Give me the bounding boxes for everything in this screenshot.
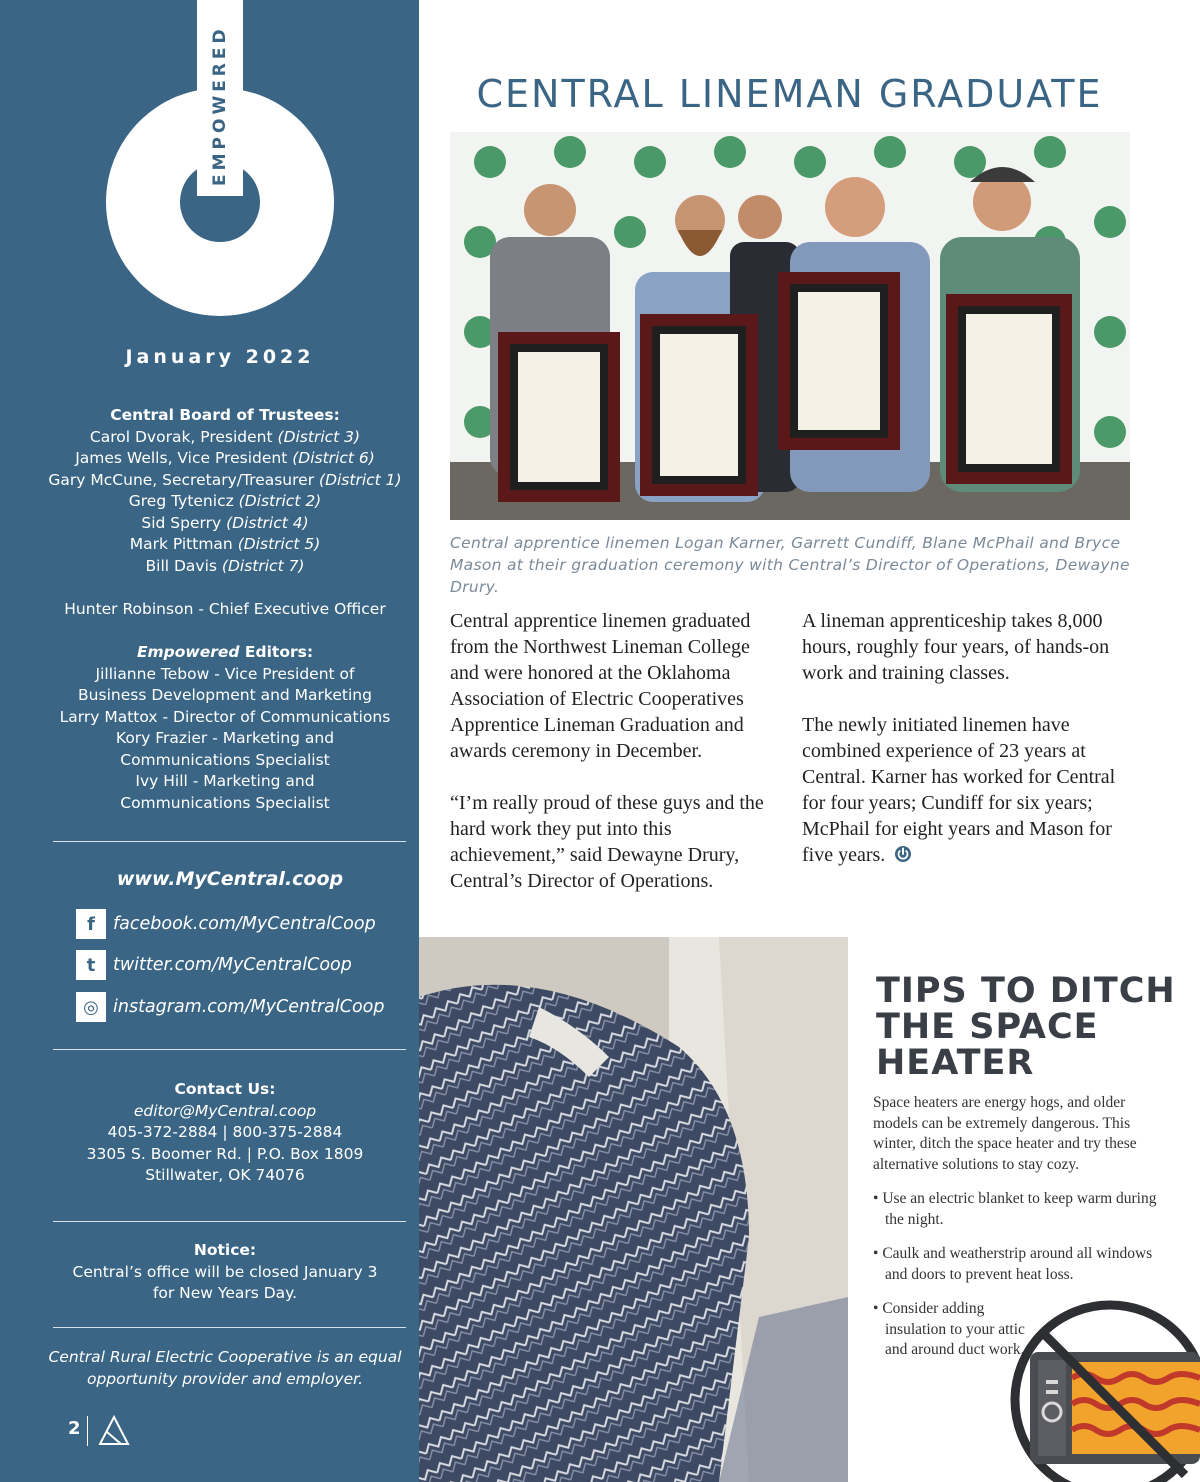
article-paragraph: Central apprentice linemen graduated from the Northwest Lineman College and were honored at the Oklahoma Association of Electric Cooperatives Apprentice Lineman Graduation and awards ceremony in December. [450, 610, 751, 762]
website-link[interactable]: www.MyCentral.coop [116, 868, 344, 890]
trustee-line: Sid Sperry (District 4) [141, 513, 309, 532]
editor-line: Communications Specialist [120, 750, 330, 769]
page-number: 2 [68, 1418, 81, 1439]
notice-line: Central’s office will be closed January 3 [72, 1262, 378, 1281]
contact-heading: Contact Us: [174, 1080, 276, 1098]
tip-item: • Caulk and weatherstrip around all windows and doors to prevent heat loss. [873, 1245, 1153, 1283]
divider [53, 1049, 406, 1050]
editor-line: Kory Frazier - Marketing and [115, 729, 335, 747]
trustee-line: Bill Davis (District 7) [145, 556, 305, 575]
contact-email[interactable]: editor@MyCentral.coop [133, 1101, 317, 1120]
editor-line: Ivy Hill - Marketing and [135, 772, 315, 790]
notice-line: for New Years Day. [152, 1284, 298, 1302]
trustee-line: James Wells, Vice President (District 6) [75, 449, 375, 467]
twitter-link[interactable] [76, 949, 352, 981]
eo-line: opportunity provider and employer. [86, 1369, 363, 1388]
eo-line: Central Rural Electric Cooperative is an equal [48, 1348, 402, 1366]
instagram-link[interactable] [76, 991, 384, 1023]
instagram-label: instagram.com/MyCentralCoop [113, 997, 385, 1017]
tips-intro: Space heaters are energy hogs, and older models can be extremely dangerous. This winter, ditch the space heater and try these alternative solutions to stay cozy. [873, 1094, 1137, 1173]
article-column-1 [450, 608, 770, 920]
contact-city: Stillwater, OK 74076 [145, 1166, 305, 1184]
tips-title: TIPS TO DITCH THE SPACE HEATER [876, 971, 1176, 1083]
equal-opportunity-statement [30, 1347, 420, 1390]
no-space-heater-icon [1000, 1300, 1200, 1482]
article-paragraph: The newly initiated linemen have combined experience of 23 years at Central. Karner has worked for Central for four years; Cundiff for six years; McPhail for eight years and Mason for five years. [802, 714, 1116, 866]
sidebar [0, 0, 419, 1482]
article-column-2 [802, 608, 1142, 894]
editors [30, 642, 420, 814]
page-number-divider [87, 1416, 88, 1446]
twitter-icon: t [76, 950, 106, 980]
trustee-line: Greg Tytenicz (District 2) [128, 492, 322, 510]
editors-heading: Empowered Editors: [136, 643, 314, 661]
photo-caption: Central apprentice linemen Logan Karner, Garrett Cundiff, Blane McPhail and Bryce Mason at their graduation ceremony with Central’s Director of Operations, Dewayne Drury. [450, 534, 1130, 596]
trustee-line: Gary McCune, Secretary/Treasurer (District 1) [48, 470, 402, 489]
graduates-with-certificates-image [450, 132, 1130, 520]
graduation-photo [450, 132, 1130, 520]
contact-us [30, 1079, 420, 1187]
board-heading: Central Board of Trustees: [110, 406, 340, 424]
facebook-icon: f [76, 909, 106, 939]
electric-blanket-photo [419, 937, 848, 1482]
facebook-link[interactable] [76, 908, 376, 940]
article-paragraph: “I’m really proud of these guys and the hard work they put into this achievement,” said Dewayne Drury, Central’s Director of Operations. [450, 792, 764, 892]
article-paragraph: A lineman apprenticeship takes 8,000 hours, roughly four years, of hands-on work and training classes. [802, 610, 1110, 684]
editor-line: Communications Specialist [120, 793, 330, 812]
divider [53, 841, 406, 842]
issue-date: January 2022 [125, 346, 315, 368]
instagram-icon: ◎ [76, 992, 106, 1022]
power-icon [894, 845, 912, 863]
notice [30, 1240, 420, 1305]
divider [53, 1221, 406, 1222]
board-of-trustees [30, 405, 420, 620]
notice-heading: Notice: [193, 1241, 257, 1259]
article-title: CENTRAL LINEMAN GRADUATE [476, 72, 1103, 116]
logo-wordmark: EMPOWERED [210, 25, 230, 186]
tip-item: • Consider adding insulation to your attic and around duct work. [873, 1300, 1025, 1358]
blanket-image [419, 937, 848, 1482]
facebook-label: facebook.com/MyCentralCoop [113, 914, 376, 934]
divider [53, 1327, 406, 1328]
cooperative-triangle-icon [97, 1414, 131, 1448]
editor-line: Larry Mattox - Director of Communications [59, 707, 391, 726]
twitter-label: twitter.com/MyCentralCoop [113, 955, 352, 975]
editor-line: Jillianne Tebow - Vice President of [95, 664, 355, 683]
trustee-line: Carol Dvorak, President (District 3) [89, 427, 361, 446]
editor-line: Business Development and Marketing [78, 686, 372, 704]
tip-item: • Use an electric blanket to keep warm during the night. [873, 1190, 1157, 1228]
trustee-line: Mark Pittman (District 5) [129, 535, 321, 553]
contact-phones: 405-372-2884 | 800-375-2884 [107, 1123, 343, 1141]
ceo-line: Hunter Robinson - Chief Executive Officer [64, 599, 386, 618]
contact-address: 3305 S. Boomer Rd. | P.O. Box 1809 [86, 1144, 364, 1163]
